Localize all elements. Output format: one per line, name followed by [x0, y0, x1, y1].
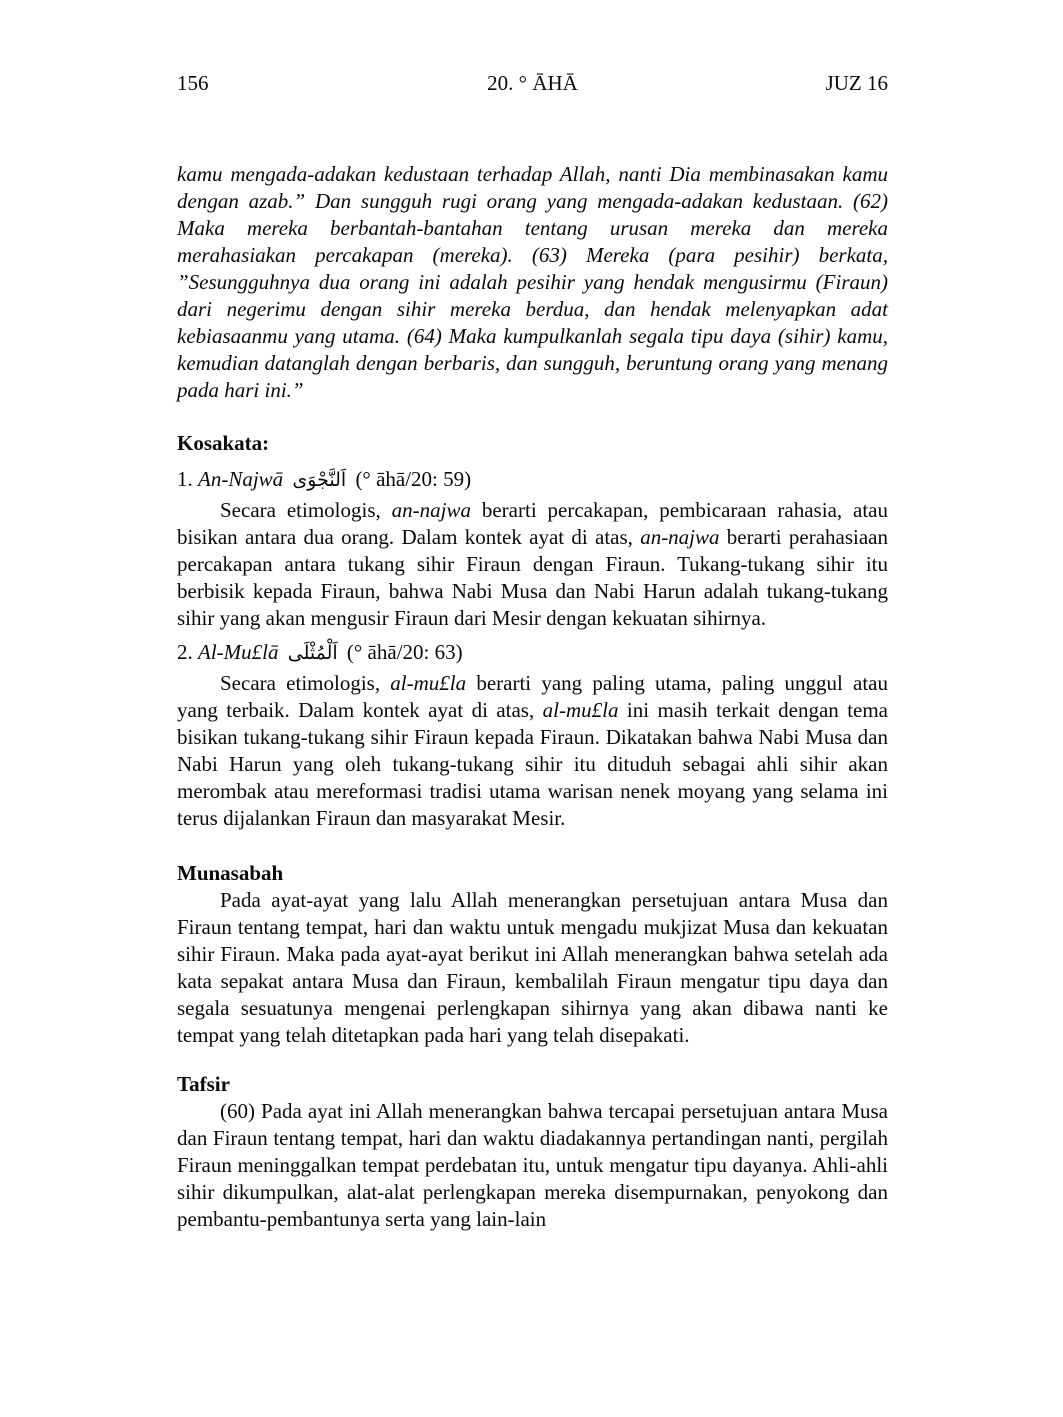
tafsir-body: (60) Pada ayat ini Allah menerangkan bahwa tercapai persetujuan antara Musa dan Firaun tentang tempat, hari dan waktu diadakannya pertandingan nanti, pergilah Firaun meninggalkan tempat perdebatan itu, untuk mengatur tipu dayanya. Ahli-ahli sihir dikumpulkan, alat-alat perlengkapan mereka disempurnakan, penyokong dan pembantu-pembantunya serta yang lain-lain: [177, 1099, 888, 1231]
page-header: [177, 70, 888, 97]
surah-title: 20. ° ĀHĀ: [487, 71, 578, 95]
kosakata-heading: Kosakata:: [177, 431, 270, 455]
munasabah-heading: Munasabah: [177, 861, 284, 885]
page-number: 156: [177, 71, 209, 95]
kosakata-body-1: Secara etimologis, an-najwa berarti percakapan, pembicaraan rahasia, atau bisikan antara dua orang. Dalam kontek ayat di atas, an-najwa berarti perahasiaan percakapan antara tukang sihir Firaun dengan Firaun. Tukang-tukang sihir itu berbisik kepada Firaun, bahwa Nabi Musa dan Nabi Harun adalah tukang-tukang sihir yang akan mengusir Firaun dari Mesir dengan kekuatan sihirnya.: [177, 498, 888, 630]
translation-paragraph: kamu mengada-adakan kedustaan terhadap Allah, nanti Dia membinasakan kamu dengan azab.” Dan sungguh rugi orang yang mengada-adakan kedustaan. (62) Maka mereka berbantah-bantahan tentang urusan mereka dan mereka merahasiakan percakapan (mereka). (63) Mereka (para pesihir) berkata, ”Sesungguhnya dua orang ini adalah pesihir yang hendak mengusirmu (Firaun) dari negerimu dengan sihir mereka berdua, dan hendak melenyapkan adat kebiasaanmu yang utama. (64) Maka kumpulkanlah segala tipu daya (sihir) kamu, kemudian datanglah dengan berbaris, dan sungguh, beruntung orang yang menang pada hari ini.”: [177, 162, 888, 402]
juz-label: JUZ 16: [825, 71, 888, 95]
kosakata-body-2: Secara etimologis, al-mu£la berarti yang paling utama, paling unggul atau yang terbaik. Dalam kontek ayat di atas, al-mu£la ini masih terkait dengan tema bisikan tukang-tukang sihir Firaun kepada Firaun. Dikatakan bahwa Nabi Musa dan Nabi Harun yang oleh tukang-tukang sihir itu dituduh sebagai ahli sihir akan merombak atau mereformasi tradisi utama warisan nenek moyang yang selama ini terus dijalankan Firaun dan masyarakat Mesir.: [177, 671, 889, 830]
kosakata-term-2: 2. Al-Mu£lā اَلْمُثْلَى (° āhā/20: 63): [177, 640, 463, 664]
tafsir-heading: Tafsir: [177, 1072, 230, 1096]
kosakata-term-1: 1. An-Najwā اَلنَّجْوَى (° āhā/20: 59): [177, 467, 472, 491]
munasabah-body: Pada ayat-ayat yang lalu Allah menerangkan persetujuan antara Musa dan Firaun tentang tempat, hari dan waktu untuk mengadu mukjizat Musa dan kekuatan sihir Firaun. Maka pada ayat-ayat berikut ini Allah menerangkan bahwa setelah ada kata sepakat antara Musa dan Firaun, kembalilah Firaun mengatur tipu daya dan segala sesuatunya mengenai perlengkapan sihirnya yang akan dibawa nanti ke tempat yang telah ditetapkan pada hari yang telah disepakati.: [177, 888, 888, 1047]
